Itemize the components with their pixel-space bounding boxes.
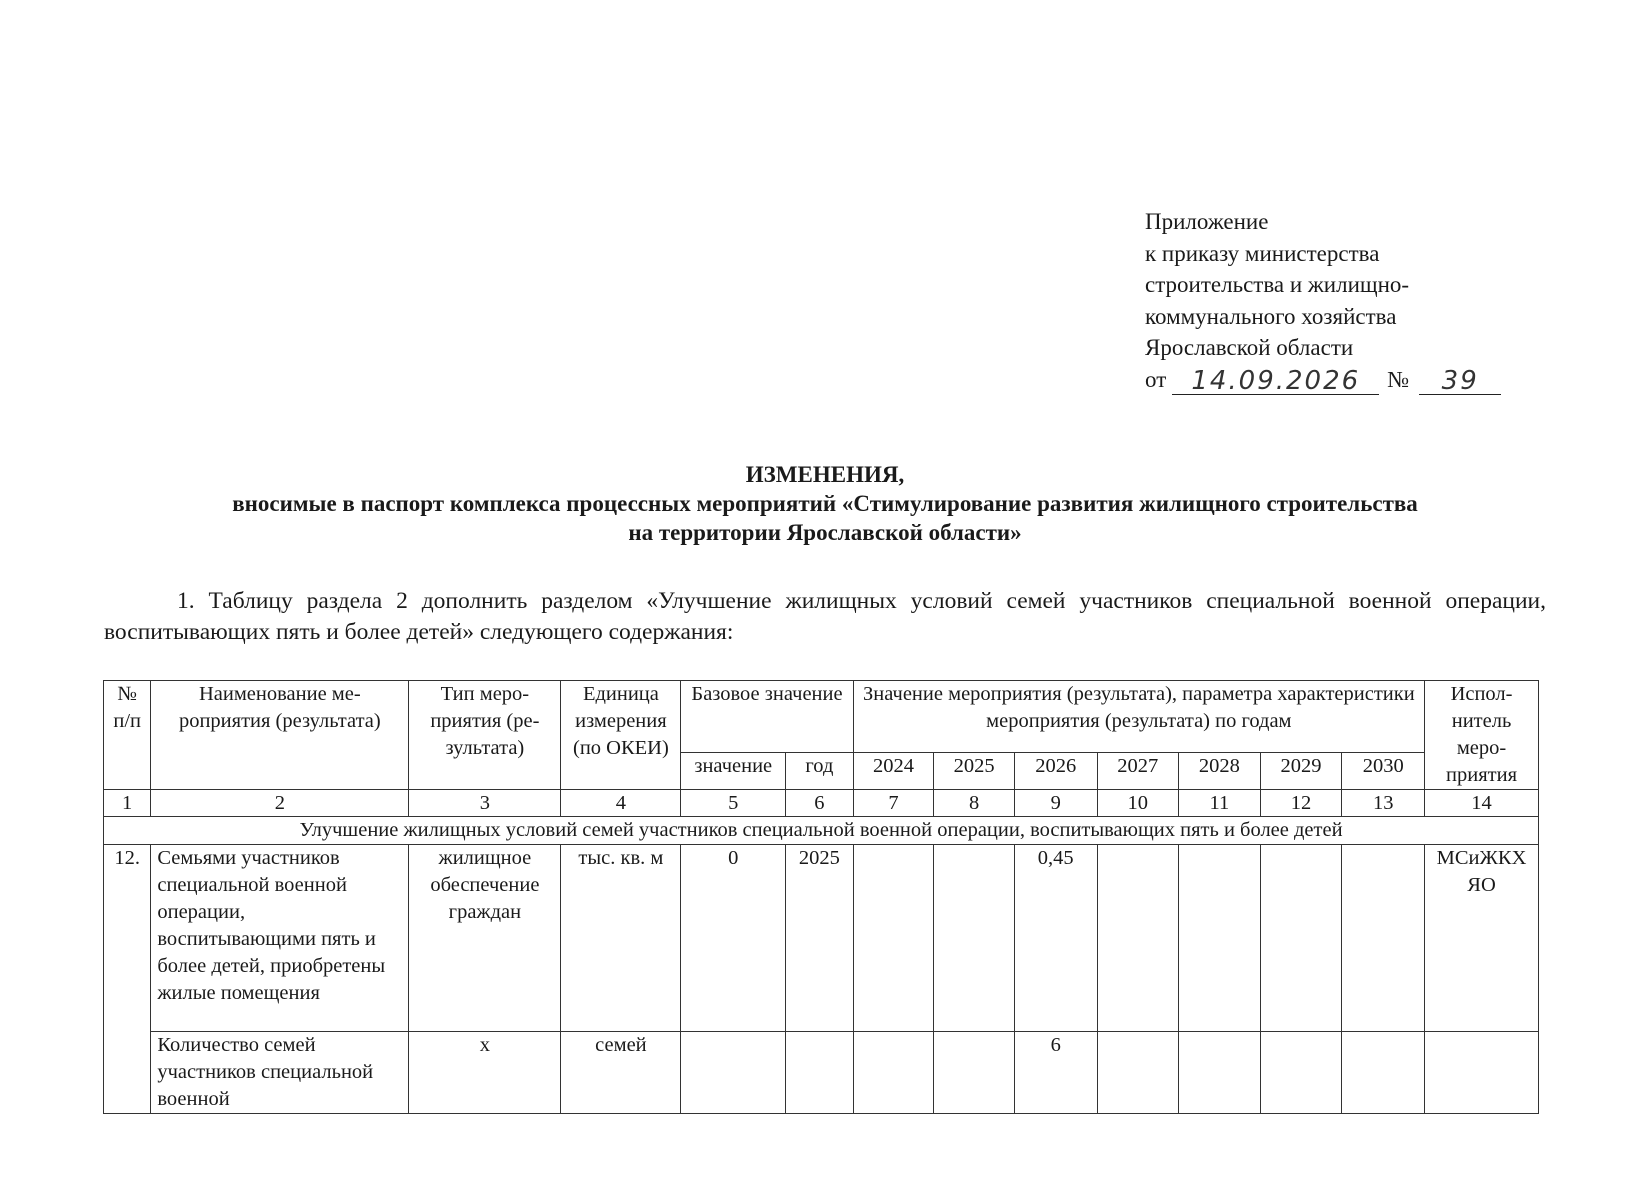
row-type: жилищное обеспечение граждан bbox=[409, 845, 561, 1032]
row-2025 bbox=[934, 845, 1015, 1032]
table-row bbox=[104, 845, 1539, 1032]
row-2029 bbox=[1260, 1032, 1342, 1114]
row-2028 bbox=[1179, 1032, 1261, 1114]
header-base-value: значение bbox=[681, 753, 786, 790]
row-2024 bbox=[853, 1032, 934, 1114]
row-unit: семей bbox=[561, 1032, 681, 1114]
order-date-number-line bbox=[1145, 364, 1501, 396]
column-number: 6 bbox=[786, 790, 854, 817]
header-num: № п/п bbox=[104, 681, 151, 790]
column-number: 14 bbox=[1425, 790, 1539, 817]
appendix-line-5: Ярославской области bbox=[1145, 335, 1354, 360]
column-number: 10 bbox=[1097, 790, 1179, 817]
header-year-2027: 2027 bbox=[1097, 753, 1179, 790]
column-number: 12 bbox=[1260, 790, 1342, 817]
row-type: х bbox=[409, 1032, 561, 1114]
header-row-1 bbox=[104, 681, 1539, 753]
row-2026: 0,45 bbox=[1014, 845, 1097, 1032]
number-label: № bbox=[1387, 366, 1410, 392]
row-unit: тыс. кв. м bbox=[561, 845, 681, 1032]
row-2026: 6 bbox=[1014, 1032, 1097, 1114]
row-base-value bbox=[681, 1032, 786, 1114]
column-number: 13 bbox=[1342, 790, 1425, 817]
header-executor: Испол-нитель меро-приятия bbox=[1425, 681, 1539, 790]
instruction-paragraph: 1. Таблицу раздела 2 дополнить разделом «Улучшение жилищных условий семей участников специальной военной операции, воспитывающих пять и более детей» следующего содержания: bbox=[104, 588, 1546, 645]
column-number: 3 bbox=[409, 790, 561, 817]
title-line-3: на территории Ярославской области» bbox=[628, 520, 1022, 545]
header-name: Наименование ме-роприятия (результата) bbox=[151, 681, 409, 790]
appendix-block bbox=[1145, 206, 1501, 395]
header-year-2029: 2029 bbox=[1260, 753, 1342, 790]
title-heading: ИЗМЕНЕНИЯ, bbox=[745, 462, 905, 487]
row-2027 bbox=[1097, 845, 1179, 1032]
row-2029 bbox=[1260, 845, 1342, 1032]
row-2030 bbox=[1342, 1032, 1425, 1114]
section-row bbox=[104, 817, 1539, 845]
column-number-row bbox=[104, 790, 1539, 817]
row-2030 bbox=[1342, 845, 1425, 1032]
title-line-2: вносимые в паспорт комплекса процессных мероприятий «Стимулирование развития жилищного строительства bbox=[232, 491, 1418, 516]
column-number: 1 bbox=[104, 790, 151, 817]
header-values-group: Значение мероприятия (результата), параметра характеристики мероприятия (результата) по годам bbox=[853, 681, 1424, 753]
header-year-2030: 2030 bbox=[1342, 753, 1425, 790]
column-number: 9 bbox=[1014, 790, 1097, 817]
column-number: 8 bbox=[934, 790, 1015, 817]
header-type: Тип меро-приятия (ре-зультата) bbox=[409, 681, 561, 790]
column-number: 7 bbox=[853, 790, 934, 817]
header-year-2028: 2028 bbox=[1179, 753, 1261, 790]
column-number: 11 bbox=[1179, 790, 1261, 817]
appendix-line-1: Приложение bbox=[1145, 209, 1269, 234]
row-executor: МСиЖКХ ЯО bbox=[1425, 845, 1539, 1032]
column-number: 5 bbox=[681, 790, 786, 817]
row-2027 bbox=[1097, 1032, 1179, 1114]
row-base-year: 2025 bbox=[786, 845, 854, 1032]
row-executor bbox=[1425, 1032, 1539, 1114]
header-year-2025: 2025 bbox=[934, 753, 1015, 790]
row-name: Семьями участников специальной военной операции, воспитывающими пять и более детей, приобретены жилые помещения bbox=[151, 845, 409, 1032]
header-base: Базовое значение bbox=[681, 681, 853, 753]
measures-table bbox=[103, 680, 1539, 1114]
row-2025 bbox=[934, 1032, 1015, 1114]
from-label: от bbox=[1145, 366, 1167, 392]
header-year-2026: 2026 bbox=[1014, 753, 1097, 790]
column-number: 2 bbox=[151, 790, 409, 817]
section-title: Улучшение жилищных условий семей участников специальной военной операции, воспитывающих пять и более детей bbox=[104, 817, 1539, 845]
header-base-year: год bbox=[786, 753, 854, 790]
appendix-line-2: к приказу министерства bbox=[1145, 240, 1380, 266]
document-title bbox=[100, 460, 1550, 547]
row-2024 bbox=[853, 845, 934, 1032]
appendix-line-3: строительства и жилищно- bbox=[1145, 272, 1410, 297]
row-base-year bbox=[786, 1032, 854, 1114]
header-unit: Единица измерения (по ОКЕИ) bbox=[561, 681, 681, 790]
appendix-line-4: коммунального хозяйства bbox=[1145, 303, 1397, 329]
handwritten-number: 39 bbox=[1419, 368, 1501, 395]
row-base-value: 0 bbox=[681, 845, 786, 1032]
header-year-2024: 2024 bbox=[853, 753, 934, 790]
row-name: Количество семей участников специальной военной bbox=[151, 1032, 409, 1114]
handwritten-date: 14.09.2026 bbox=[1172, 368, 1379, 395]
column-number: 4 bbox=[561, 790, 681, 817]
table-row bbox=[104, 1032, 1539, 1114]
row-num: 12. bbox=[104, 845, 151, 1114]
row-2028 bbox=[1179, 845, 1261, 1032]
